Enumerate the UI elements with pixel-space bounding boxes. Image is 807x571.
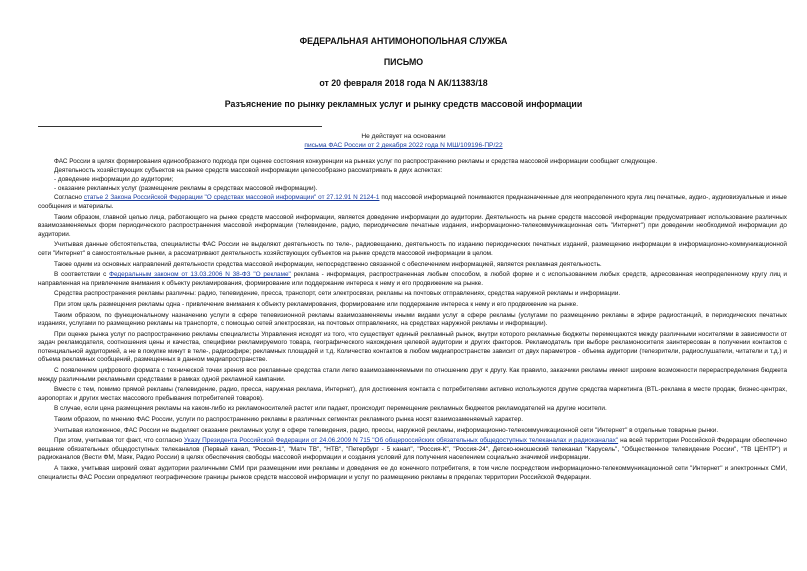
law-advertising-link[interactable]: Федеральным законом от 13.03.2006 N 38-ФЗ "О рекламе" — [109, 271, 291, 279]
paragraph: ФАС России в целях формирования единообразного подхода при оценке состояния конкуренции на рынках услуг по распространению рекламы и средства массовой информации сообщает следующее. — [54, 158, 658, 165]
document-subject: Разъяснение по рынку рекламных услуг и рынку средств массовой информации — [224, 99, 583, 109]
paragraph: Средства распространения рекламы различны: радио, телевидение, пресса, транспорт, сети электросвязи, рекламы на почтовых отправлениях, средства наружной рекламы и информации. — [54, 290, 621, 298]
paragraph: С появлением цифрового формата с технической точки зрения все рекламные средства стали легко взаимозаменяемыми по отношению друг к другу. Как правило, заказчики рекламы имеют широкие возможности перераспределения бюджета между различными рекламными средствами в рамках одной рекламной кампании. — [38, 367, 787, 383]
header-separator — [38, 126, 322, 127]
text-fragment: При этом, учитывая тот факт, что согласно — [54, 437, 185, 445]
status-note-text: Не действует на основании — [361, 133, 446, 140]
presidential-decree-link[interactable]: Указу Президента Российской Федерации от 24.06.2009 N 715 "Об общероссийских обязательных общедоступных телеканалах и радиоканалах" — [184, 437, 619, 445]
paragraph: Также одним из основных направлений деятельности средства массовой информации, непосредственно связанной с обеспечением информацией, является рекламная деятельность. — [54, 260, 602, 268]
paragraph: Таким образом, главной целью лица, работающего на рынке средств массовой информации, является доведение информации до аудитории. Деятельность на рынке средств массовой информации предусматривает использование различных взаимозаменяемых форм периодического распространения массовой информации (телевидение, радио, периодические печатные издания, информационно-телекоммуникационная сеть "Интернет") при доведении необходимой информации до аудитории. — [38, 213, 787, 238]
paragraph: Вместе с тем, помимо прямой рекламы (телевидение, радио, пресса, наружная реклама, Интернет), для достижения контакта с потребителями активно используются другие средства маркетинга (BTL-реклама в месте продаж, бизнес-центрах, аэропортах и других местах массового пребывания потребителей товаров). — [38, 386, 787, 402]
text-fragment: под массовой информацией понимаются предназначенные для неопределенного круга лиц печатные, аудио-, аудиовизуальные и иные сообщения и материалы. — [38, 194, 787, 210]
paragraph: Таким образом, по функциональному назначению услуги в сфере телевизионной рекламы взаимозаменяемы иными видами услуг в сфере рекламы (услугами по размещению рекламы в эфире радиостанций, в периодических печатных изданиях, услугами по размещению рекламы на транспорте, с помощью сетей электросвязи, на почтовых отправлениях, на средствах наружной рекламы и информации). — [38, 311, 787, 328]
agency-title: ФЕДЕРАЛЬНАЯ АНТИМОНОПОЛЬНАЯ СЛУЖБА — [299, 36, 508, 46]
paragraph: При этом цель размещения рекламы одна - привлечение внимания к объекту рекламирования, формирование или поддержание интереса к нему и его продвижение на рынке. — [54, 300, 578, 308]
paragraph: Учитывая данные обстоятельства, специалисты ФАС России не выделяют деятельность по теле-, радиовещанию, деятельность по изданию периодических печатных изданий, размещению информации в информационно-коммуникационной сети "Интернет" в самостоятельные рынки, а рассматривают деятельность хозяйствующих субъектов на рынке средств массовой информации в целом. — [38, 241, 787, 257]
paragraph — [38, 271, 787, 288]
paragraph: При оценке рынка услуг по распространению рекламы специалисты Управления исходят из того, что существует единый рекламный рынок, внутри которого рекламные бюджеты перемещаются между различными носителями в зависимости от задач рекламодателя, соотношения цены и качества, специфики рекламируемого товара, географического нахождения целевой аудитории и других факторов. Рекламодатель при выборе рекламоносителя заинтересован в получении контактов с потенциальной аудиторией, а не в покупке минут в теле-, радиоэфире; рекламных площадей и т.д. Количество контактов в любом медиапространстве зависит от двух параметров - объема аудитории (телезрители, радиослушатели, читатели и т.д.) и объема рекламных сообщений, размещенных в данном медиапространстве. — [38, 330, 787, 364]
paragraph: В случае, если цена размещения рекламы на каком-либо из рекламоносителей растет или падает, происходит перемещение рекламных бюджетов рекламодателей на другие носители. — [54, 405, 607, 413]
text-fragment: на всей территории Российской Федерации обеспечено вещание обязательных общедоступных телеканалов (Первый канал, "Россия-1", "Матч ТВ", "НТВ", "Петербург - 5 канал", "Россия-К", "Россия-24", Детско-юношеский телеканал "Карусель", "Общественное телевидение России", "ТВ ЦЕНТР") и радиоканалов (Вести ФМ, Маяк, Радио России) в целях обеспечения свободы массовой информации и создания условий для получения населением социально значимой информации. — [38, 437, 787, 462]
document-body — [38, 158, 787, 484]
paragraph: Учитывая изложенное, ФАС России не выделяет оказание рекламных услуг в сфере телевидения, радио, прессы, наружной рекламы, информационно-телекоммуникационной сети "Интернет" в отдельные товарные рынки. — [54, 426, 719, 434]
paragraph: Деятельность хозяйствующих субъектов на рынке средств массовой информации целесообразно рассматривать в двух аспектах: — [54, 167, 443, 175]
document-date-number: от 20 февраля 2018 года N АК/11383/18 — [319, 78, 488, 88]
paragraph: Таким образом, по мнению ФАС России, услуги по распространению рекламы в различных сегментах рекламного рынка носят взаимозаменяемый характер. — [54, 416, 523, 424]
paragraph: А также, учитывая широкий охват аудитории различными СМИ при размещении ими рекламы и доведения ее до конечного потребителя, в том числе посредством информационно-телекоммуникационной сети "Интернет" и электронных СМИ, специалисты ФАС России определяют географические границы рынков средств массовой информации и услуг по размещению рекламы в пределах территории Российской Федерации. — [38, 465, 787, 481]
list-item: - доведение информации до аудитории; — [54, 176, 174, 184]
law-media-link[interactable]: статье 2 Закона Российской Федерации "О средствах массовой информации" от 27.12.91 N 2124-1 — [83, 194, 380, 202]
status-note-link[interactable]: письма ФАС России от 2 декабря 2022 года N МШ/109196-ПР/22 — [304, 142, 503, 149]
text-fragment: реклама - информация, распространенная любым способом, в любой форме и с использованием любых средств, адресованная неопределенному кругу лиц и направленная на привлечение внимания к объекту рекламирования, формирование или поддержание интереса к нему и его продвижение на рынке. — [38, 271, 787, 287]
paragraph — [38, 437, 787, 463]
document-type: ПИСЬМО — [383, 57, 424, 67]
status-note-link-line — [0, 142, 807, 151]
list-item: - оказание рекламных услуг (размещение рекламы в средствах массовой информации). — [54, 185, 318, 193]
paragraph — [38, 194, 787, 211]
text-fragment: В соответствии с — [54, 271, 110, 279]
text-fragment: Согласно — [54, 194, 84, 202]
